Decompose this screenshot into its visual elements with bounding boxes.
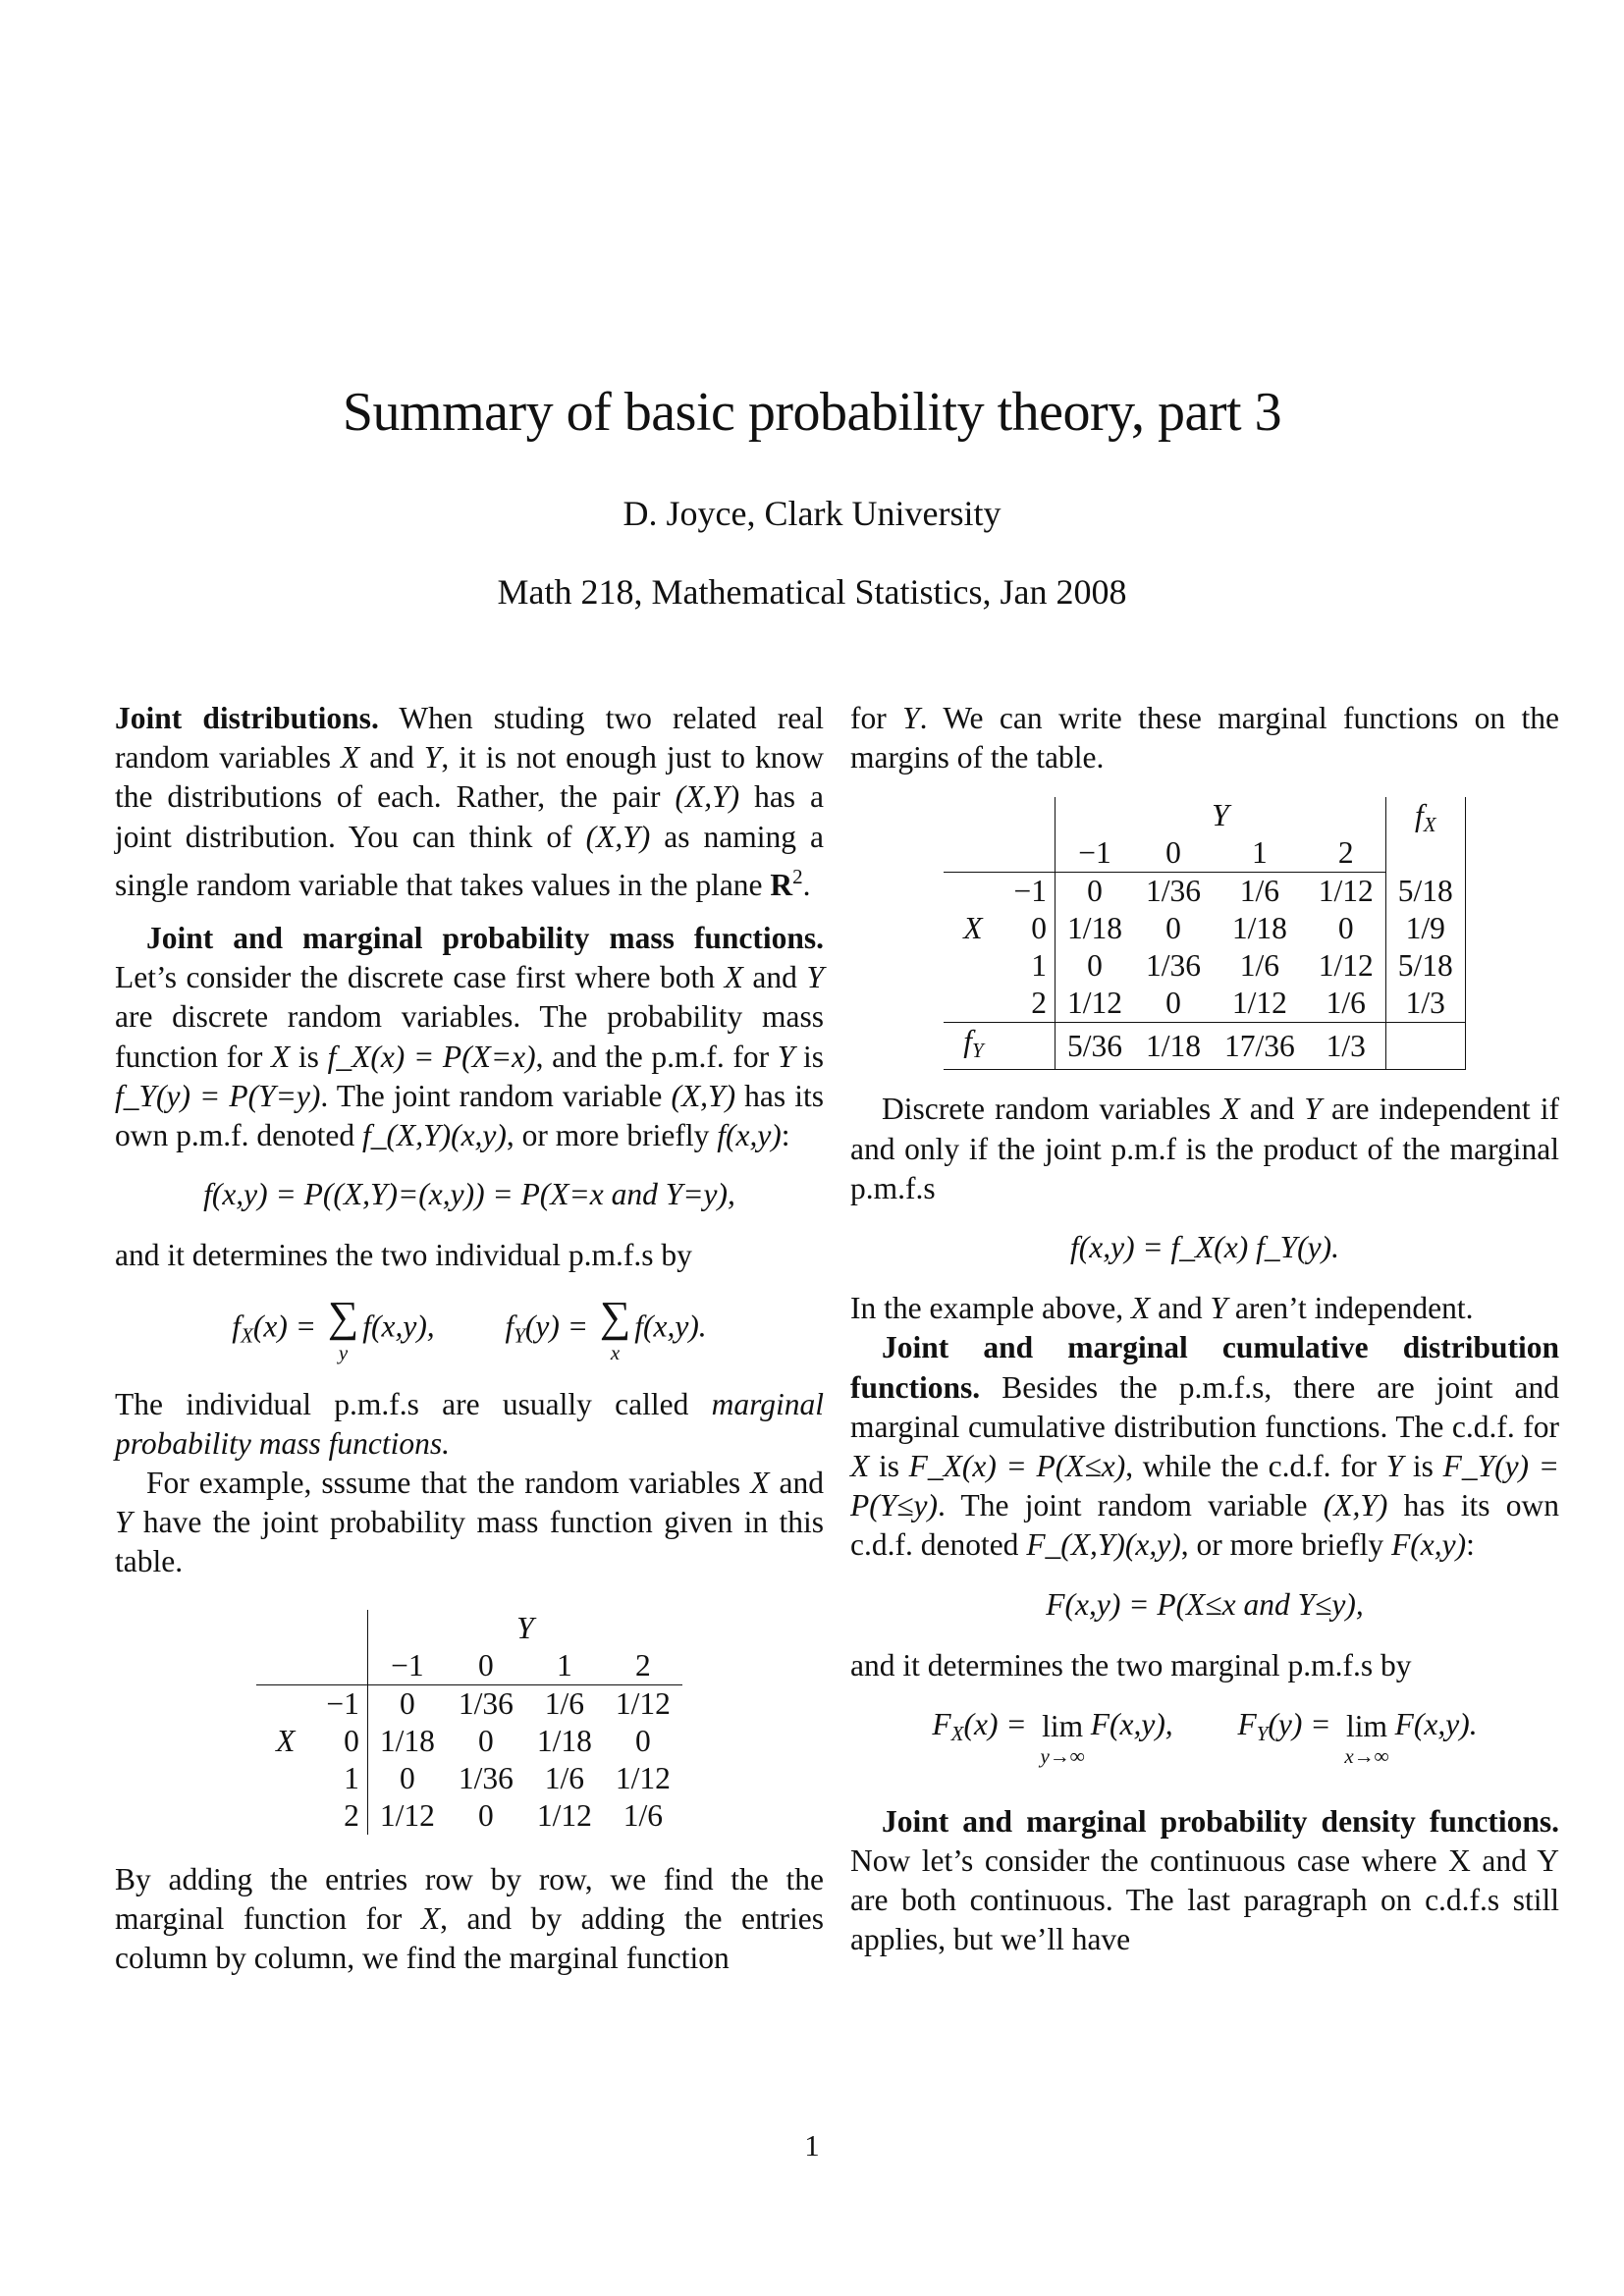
document-title: Summary of basic probability theory, part 3 bbox=[342, 382, 1282, 443]
paragraph-continued: for Y. We can write these marginal functions on the margins of the table. bbox=[850, 701, 1559, 775]
sigma-icon: ∑ y bbox=[327, 1292, 359, 1364]
y-axis-label: Y bbox=[1212, 798, 1229, 833]
equation-joint-pmf: f(x,y) = P((X,Y)=(x,y)) = P(X=x and Y=y), bbox=[203, 1177, 735, 1212]
paragraph-not-independent: In the example above, X and Y aren’t independent. bbox=[850, 1291, 1474, 1326]
table-row: X 0 1/18 0 1/18 0 1/9 bbox=[944, 910, 1465, 947]
table-row: X 0 1/18 0 1/18 0 bbox=[256, 1723, 682, 1760]
y-axis-label: Y bbox=[516, 1610, 534, 1645]
paragraph-pmf: Joint and marginal probability mass functions. Let’s consider the discrete case first where both X and Y are discrete random variables. The probability mass function for X is f_X(x) = P(X=x), and the p.m.f. for Y is f_Y(y) = P(Y=y). The joint random variable (X,Y) has its own p.m.f. denoted f_(X,Y)(x,y), or more briefly f(x,y): bbox=[115, 921, 824, 1153]
equation-marginal-sums: $f_X(x)$ = ∑ y f(x,y), $f_Y(y)$ = ∑ x f(x,y). bbox=[232, 1292, 707, 1364]
paragraph-marginal-definition: The individual p.m.f.s are usually called marginal probability mass functions. bbox=[115, 1386, 824, 1461]
left-column bbox=[115, 699, 824, 1978]
paragraph-pdf: Joint and marginal probability density functions. Now let’s consider the continuous case where X and Y are both continuous. The last paragraph on c.d.f.s still applies, but we’ll have bbox=[850, 1803, 1559, 1957]
equation-independence: f(x,y) = f_X(x) f_Y(y). bbox=[1069, 1230, 1339, 1265]
right-column bbox=[850, 699, 1559, 1959]
table-row: −1 0 1/36 1/6 1/12 bbox=[256, 1684, 682, 1723]
equation-joint-cdf: F(x,y) = P(X≤x and Y≤y), bbox=[1046, 1586, 1364, 1622]
paragraph-adding-entries: By adding the entries row by row, we find the the marginal function for X, and by adding the entries column by column, we find the marginal function bbox=[115, 1861, 824, 1976]
fx-column-label: fX bbox=[1385, 797, 1465, 873]
table-row: −1 0 1/36 1/6 1/12 5/18 bbox=[944, 873, 1465, 911]
fy-row-label: fY bbox=[944, 1023, 1055, 1070]
paragraph-cdf-determines: and it determines the two marginal p.m.f.s by bbox=[850, 1647, 1412, 1682]
joint-pmf-table: Y −1 0 1 2 −1 0 1/36 1/6 1/12 X 0 1/18 0 1/18 0 1 0 1/36 1/6 1/12 2 1/12 0 1/12 1/6 bbox=[256, 1610, 682, 1835]
paragraph-independence: Discrete random variables X and Y are independent if and only if the joint p.m.f is the product of the marginal p.m.f.s bbox=[850, 1092, 1560, 1205]
paragraph-joint-distributions: Joint distributions. When studing two related real random variables X and Y, it is not enough just to know the distributions of each. Rather, the pair (X,Y) has a joint distribution. You can think of (X,Y) as naming a single random variable that takes values in the plane $R^2$. bbox=[115, 701, 824, 902]
document-author: D. Joyce, Clark University bbox=[623, 494, 1001, 533]
fy-row: fY 5/36 1/18 17/36 1/3 bbox=[944, 1023, 1465, 1070]
table-row: 2 1/12 0 1/12 1/6 1/3 bbox=[944, 985, 1465, 1023]
equation-marginal-limits: $F_X(x)$ = lim y→∞ F(x,y), $F_Y(y)$ = lim x→∞ F(x,y). bbox=[932, 1707, 1478, 1768]
sigma-icon: ∑ x bbox=[599, 1292, 631, 1364]
page-number: 1 bbox=[804, 2128, 820, 2163]
paragraph-example: For example, sssume that the random variables X and Y have the joint probability mass function given in this table. bbox=[115, 1466, 825, 1579]
section-heading: Joint distributions. bbox=[115, 701, 379, 735]
section-heading: Joint and marginal probability mass functions. bbox=[146, 921, 824, 956]
table-row: 1 0 1/36 1/6 1/12 5/18 bbox=[944, 947, 1465, 985]
paragraph-determines: and it determines the two individual p.m.f.s by bbox=[115, 1238, 692, 1273]
marginal-pmf-table: Y fX −1 0 1 2 −1 0 1/36 1/6 1/12 5/18 X 0 1/18 0 1/18 0 1/9 1 0 1/36 1/6 1/12 5/18 2 1/12 0 1/12 1/6 1/3 fY 5/36 1/18 17/36 1/3 bbox=[944, 797, 1466, 1070]
paragraph-cdf: Joint and marginal cumulative distribution functions. Besides the p.m.f.s, there are joint and marginal cumulative distribution functions. The c.d.f. for X is F_X(x) = P(X≤x), while the c.d.f. for Y is F_Y(y) = P(Y≤y). The joint random variable (X,Y) has its own c.d.f. denoted F_(X,Y)(x,y), or more briefly F(x,y): bbox=[850, 1330, 1560, 1563]
x-axis-label: X bbox=[276, 1723, 296, 1758]
x-axis-label: X bbox=[963, 911, 983, 946]
document-course: Math 218, Mathematical Statistics, Jan 2008 bbox=[497, 572, 1127, 612]
table-row: 2 1/12 0 1/12 1/6 bbox=[256, 1797, 682, 1835]
section-heading: Joint and marginal cumulative distribution functions. bbox=[850, 1330, 1559, 1405]
section-heading: Joint and marginal probability density functions. bbox=[882, 1803, 1559, 1839]
table-row: 1 0 1/36 1/6 1/12 bbox=[256, 1760, 682, 1797]
